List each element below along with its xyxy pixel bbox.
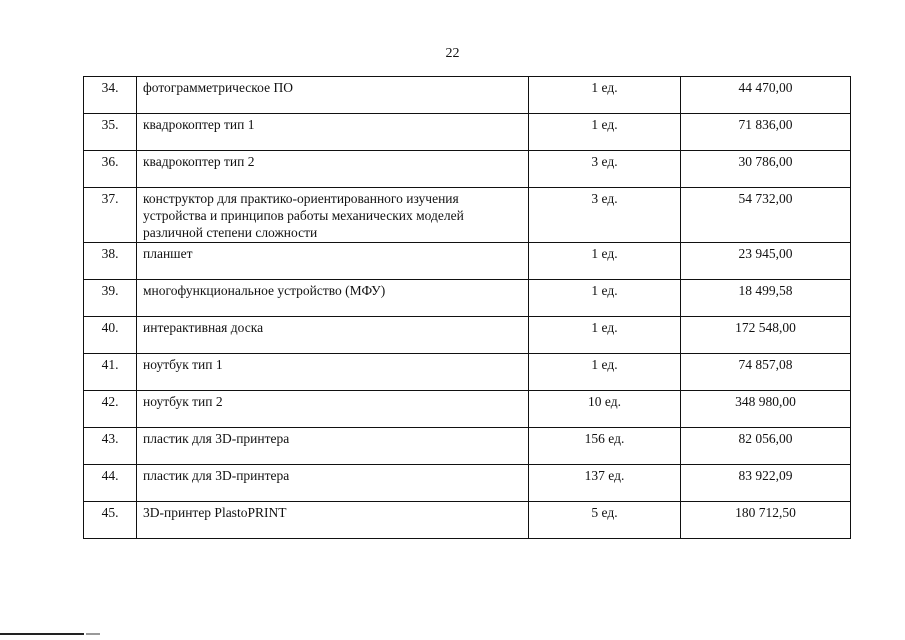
- item-price: 44 470,00: [681, 77, 851, 114]
- page-number: 22: [445, 46, 460, 61]
- item-price: 18 499,58: [681, 280, 851, 317]
- item-price: 180 712,50: [681, 502, 851, 539]
- row-number: 40.: [84, 317, 137, 354]
- table-row: [84, 391, 851, 428]
- item-name: фотограмметрическое ПО: [137, 77, 529, 114]
- item-price: 23 945,00: [681, 243, 851, 280]
- item-name: пластик для 3D-принтера: [137, 428, 529, 465]
- row-number: 37.: [84, 188, 137, 243]
- row-number: 36.: [84, 151, 137, 188]
- item-price: 71 836,00: [681, 114, 851, 151]
- table-row: [84, 243, 851, 280]
- row-number: 34.: [84, 77, 137, 114]
- item-quantity: 1 ед.: [529, 114, 681, 151]
- item-quantity: 156 ед.: [529, 428, 681, 465]
- scan-artifact-line: [0, 633, 84, 635]
- row-number: 41.: [84, 354, 137, 391]
- item-quantity: 1 ед.: [529, 280, 681, 317]
- item-price: 82 056,00: [681, 428, 851, 465]
- item-quantity: 10 ед.: [529, 391, 681, 428]
- item-quantity: 3 ед.: [529, 151, 681, 188]
- table-row: [84, 465, 851, 502]
- equipment-table: [83, 76, 851, 539]
- item-name: квадрокоптер тип 2: [137, 151, 529, 188]
- item-name: пластик для 3D-принтера: [137, 465, 529, 502]
- row-number: 43.: [84, 428, 137, 465]
- item-price: 30 786,00: [681, 151, 851, 188]
- item-name: конструктор для практико-ориентированного изучения устройства и принципов работы механических моделей различной степени сложности: [137, 188, 529, 243]
- item-quantity: 1 ед.: [529, 317, 681, 354]
- item-price: 348 980,00: [681, 391, 851, 428]
- item-quantity: 137 ед.: [529, 465, 681, 502]
- table-row: [84, 151, 851, 188]
- item-price: 54 732,00: [681, 188, 851, 243]
- item-quantity: 1 ед.: [529, 243, 681, 280]
- table-row: [84, 354, 851, 391]
- scan-artifact-line: [86, 633, 100, 635]
- table-row: [84, 114, 851, 151]
- row-number: 39.: [84, 280, 137, 317]
- item-price: 74 857,08: [681, 354, 851, 391]
- item-quantity: 1 ед.: [529, 77, 681, 114]
- table-row: [84, 317, 851, 354]
- item-price: 172 548,00: [681, 317, 851, 354]
- row-number: 44.: [84, 465, 137, 502]
- row-number: 35.: [84, 114, 137, 151]
- item-name: квадрокоптер тип 1: [137, 114, 529, 151]
- item-quantity: 3 ед.: [529, 188, 681, 243]
- table-row: [84, 502, 851, 539]
- item-price: 83 922,09: [681, 465, 851, 502]
- item-name: ноутбук тип 1: [137, 354, 529, 391]
- table-row: [84, 280, 851, 317]
- table-row: [84, 428, 851, 465]
- item-name: интерактивная доска: [137, 317, 529, 354]
- row-number: 42.: [84, 391, 137, 428]
- item-name: многофункциональное устройство (МФУ): [137, 280, 529, 317]
- row-number: 45.: [84, 502, 137, 539]
- item-name: 3D-принтер PlastoPRINT: [137, 502, 529, 539]
- item-quantity: 1 ед.: [529, 354, 681, 391]
- table-row: [84, 188, 851, 243]
- row-number: 38.: [84, 243, 137, 280]
- table-row: [84, 77, 851, 114]
- item-name: планшет: [137, 243, 529, 280]
- item-quantity: 5 ед.: [529, 502, 681, 539]
- item-name: ноутбук тип 2: [137, 391, 529, 428]
